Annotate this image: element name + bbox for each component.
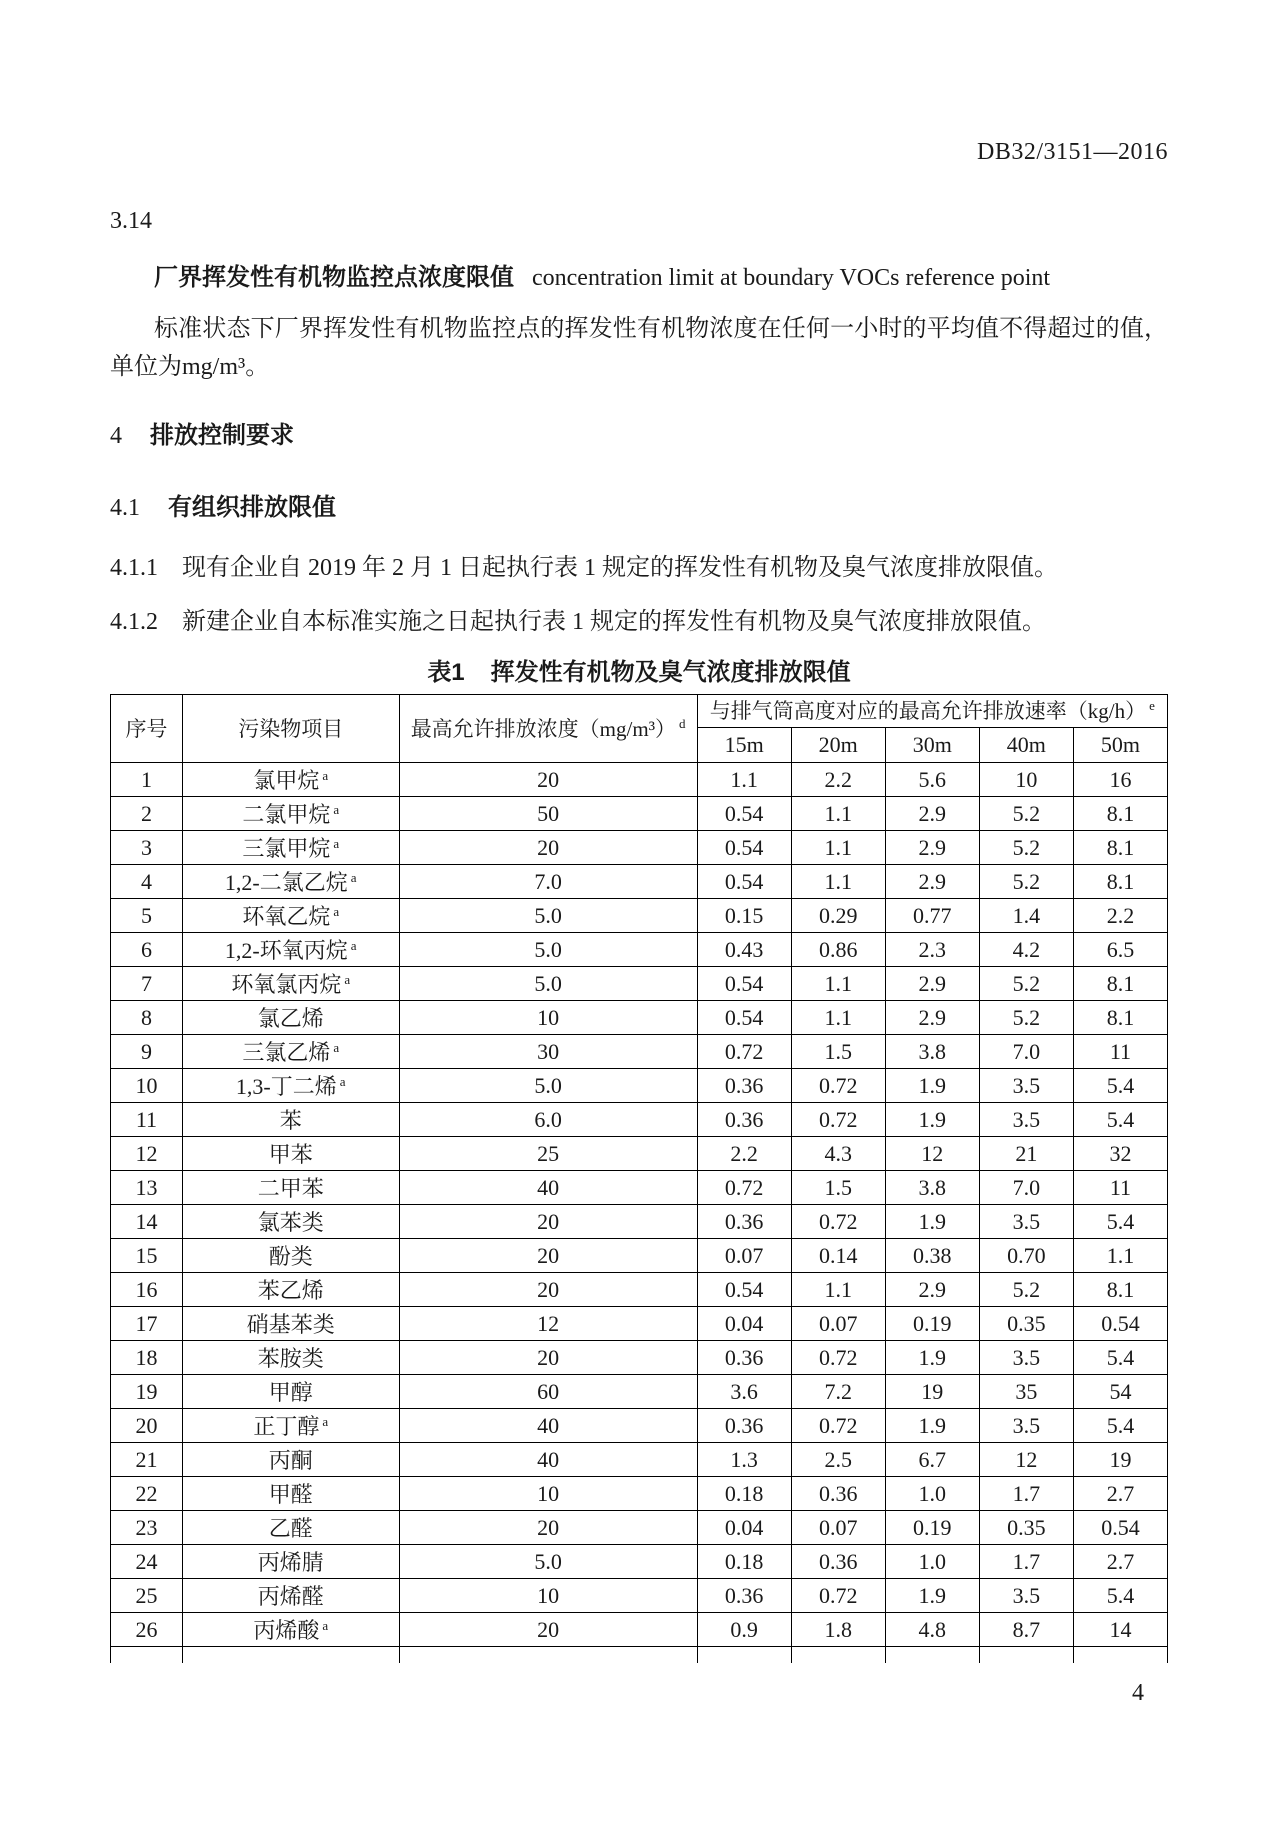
- rate-30m-cell: 2.9: [885, 831, 979, 865]
- rate-20m-cell: 1.1: [791, 1001, 885, 1035]
- pollutant-cell: 氯乙烯: [182, 1001, 399, 1035]
- pollutant-cell: 1,2-环氧丙烷 $^a$: [182, 933, 399, 967]
- concentration-cell: 5.0: [399, 899, 697, 933]
- rate-50m-cell: 8.1: [1073, 1273, 1167, 1307]
- rate-20m-cell: 1.1: [791, 797, 885, 831]
- rate-40m-cell: 3.5: [979, 1341, 1073, 1375]
- table-continuation-stub: [111, 1647, 1168, 1664]
- table-row: [111, 1511, 1168, 1545]
- concentration-cell: 5.0: [399, 1545, 697, 1579]
- table-row: [111, 933, 1168, 967]
- concentration-cell: 5.0: [399, 1069, 697, 1103]
- rate-30m-cell: 1.9: [885, 1103, 979, 1137]
- term-definition-line: [110, 262, 1168, 294]
- table-row: [111, 899, 1168, 933]
- rate-15m-cell: 0.72: [697, 1035, 791, 1069]
- pollutant-footnote-marker: a: [333, 1039, 340, 1055]
- heading-clause-4-1: [110, 492, 1168, 524]
- table-body: [111, 763, 1168, 1647]
- rate-50m-cell: 32: [1073, 1137, 1167, 1171]
- concentration-cell: 40: [399, 1171, 697, 1205]
- rate-40m-cell: 4.2: [979, 933, 1073, 967]
- rate-20m-cell: 1.1: [791, 831, 885, 865]
- rate-40m-cell: 3.5: [979, 1579, 1073, 1613]
- pollutant-cell: 二氯甲烷 $^a$: [182, 797, 399, 831]
- table-row: [111, 831, 1168, 865]
- rate-20m-cell: 0.07: [791, 1511, 885, 1545]
- rate-30m-cell: 5.6: [885, 763, 979, 797]
- header-concentration: 最高允许排放浓度（mg/m³） $^d$: [399, 695, 697, 763]
- row-no-cell: 24: [111, 1545, 183, 1579]
- row-no-cell: 23: [111, 1511, 183, 1545]
- rate-50m-cell: 14: [1073, 1613, 1167, 1647]
- doc-number: DB32/3151—2016: [976, 139, 1168, 165]
- row-no-cell: 8: [111, 1001, 183, 1035]
- rate-30m-cell: 0.77: [885, 899, 979, 933]
- rate-20m-cell: 0.07: [791, 1307, 885, 1341]
- rate-50m-cell: 16: [1073, 763, 1167, 797]
- concentration-cell: 12: [399, 1307, 697, 1341]
- rate-15m-cell: 0.36: [697, 1409, 791, 1443]
- rate-20m-cell: 0.72: [791, 1103, 885, 1137]
- pollutant-cell: 1,3-丁二烯 $^a$: [182, 1069, 399, 1103]
- rate-30m-cell: 2.3: [885, 933, 979, 967]
- rate-40m-cell: 35: [979, 1375, 1073, 1409]
- rate-40m-cell: 3.5: [979, 1069, 1073, 1103]
- pollutant-cell: 苯: [182, 1103, 399, 1137]
- clause-4-1-title: 有组织排放限值: [168, 494, 336, 521]
- rate-50m-cell: 19: [1073, 1443, 1167, 1477]
- rate-15m-cell: 0.04: [697, 1511, 791, 1545]
- table-header-row-1: [111, 695, 1168, 728]
- rate-40m-cell: 10: [979, 763, 1073, 797]
- rate-15m-cell: 0.54: [697, 1001, 791, 1035]
- rate-50m-cell: 11: [1073, 1035, 1167, 1069]
- row-no-cell: 14: [111, 1205, 183, 1239]
- rate-40m-cell: 12: [979, 1443, 1073, 1477]
- rate-15m-cell: 0.36: [697, 1579, 791, 1613]
- row-no-cell: 15: [111, 1239, 183, 1273]
- rate-40m-cell: 8.7: [979, 1613, 1073, 1647]
- rate-15m-cell: 1.3: [697, 1443, 791, 1477]
- concentration-cell: 5.0: [399, 933, 697, 967]
- row-no-cell: 22: [111, 1477, 183, 1511]
- rate-30m-cell: 6.7: [885, 1443, 979, 1477]
- concentration-cell: 5.0: [399, 967, 697, 1001]
- rate-15m-cell: 0.36: [697, 1103, 791, 1137]
- table-row: [111, 1477, 1168, 1511]
- pollutant-cell: 甲醛: [182, 1477, 399, 1511]
- rate-40m-cell: 1.7: [979, 1545, 1073, 1579]
- rate-30m-cell: 3.8: [885, 1035, 979, 1069]
- rate-20m-cell: 1.5: [791, 1035, 885, 1069]
- rate-40m-cell: 3.5: [979, 1409, 1073, 1443]
- pollutant-cell: 环氧氯丙烷 $^a$: [182, 967, 399, 1001]
- rate-40m-cell: 1.7: [979, 1477, 1073, 1511]
- concentration-cell: 20: [399, 1205, 697, 1239]
- rate-15m-cell: 0.18: [697, 1545, 791, 1579]
- term-english: concentration limit at boundary VOCs reference point: [532, 265, 1051, 291]
- rate-20m-cell: 0.72: [791, 1579, 885, 1613]
- rate-50m-cell: 11: [1073, 1171, 1167, 1205]
- continuation-row: [111, 1647, 1168, 1664]
- pollutant-cell: 1,2-二氯乙烷 $^a$: [182, 865, 399, 899]
- rate-30m-cell: 2.9: [885, 797, 979, 831]
- header-height-50m: 50m: [1073, 728, 1167, 763]
- rate-50m-cell: 0.54: [1073, 1307, 1167, 1341]
- header-height-20m: 20m: [791, 728, 885, 763]
- row-no-cell: 7: [111, 967, 183, 1001]
- rate-30m-cell: 0.19: [885, 1511, 979, 1545]
- pollutant-footnote-marker: a: [339, 1073, 346, 1089]
- pollutant-cell: 苯胺类: [182, 1341, 399, 1375]
- rate-50m-cell: 2.7: [1073, 1545, 1167, 1579]
- header-no: 序号: [111, 695, 183, 763]
- table-row: [111, 1239, 1168, 1273]
- concentration-cell: 20: [399, 1341, 697, 1375]
- pollutant-cell: 丙烯酸 $^a$: [182, 1613, 399, 1647]
- rate-20m-cell: 1.8: [791, 1613, 885, 1647]
- clause-4-title: 排放控制要求: [150, 422, 294, 449]
- table-row: [111, 1069, 1168, 1103]
- table-row: [111, 797, 1168, 831]
- term-definition-text: 标准状态下厂界挥发性有机物监控点的挥发性有机物浓度在任何一小时的平均值不得超过的值，单位为mg/m³。: [110, 316, 1168, 380]
- rate-40m-cell: 3.5: [979, 1103, 1073, 1137]
- concentration-cell: 50: [399, 797, 697, 831]
- rate-30m-cell: 2.9: [885, 1001, 979, 1035]
- rate-15m-cell: 0.43: [697, 933, 791, 967]
- header-height-30m: 30m: [885, 728, 979, 763]
- table-row: [111, 967, 1168, 1001]
- pollutant-footnote-marker: a: [333, 835, 340, 851]
- concentration-cell: 20: [399, 1613, 697, 1647]
- pollutant-cell: 丙酮: [182, 1443, 399, 1477]
- rate-20m-cell: 2.2: [791, 763, 885, 797]
- rate-30m-cell: 2.9: [885, 1273, 979, 1307]
- rate-20m-cell: 0.72: [791, 1341, 885, 1375]
- row-no-cell: 2: [111, 797, 183, 831]
- rate-20m-cell: 0.29: [791, 899, 885, 933]
- rate-20m-cell: 7.2: [791, 1375, 885, 1409]
- pollutant-cell: 环氧乙烷 $^a$: [182, 899, 399, 933]
- rate-15m-cell: 0.07: [697, 1239, 791, 1273]
- table-row: [111, 1307, 1168, 1341]
- rate-20m-cell: 0.72: [791, 1069, 885, 1103]
- table-row: [111, 1137, 1168, 1171]
- rate-40m-cell: 0.35: [979, 1307, 1073, 1341]
- rate-20m-cell: 4.3: [791, 1137, 885, 1171]
- paragraph-4-1-1: [110, 552, 1168, 584]
- rate-40m-cell: 0.70: [979, 1239, 1073, 1273]
- pollutant-footnote-marker: a: [344, 971, 351, 987]
- header-height-40m: 40m: [979, 728, 1073, 763]
- rate-30m-cell: 2.9: [885, 967, 979, 1001]
- rate-15m-cell: 0.9: [697, 1613, 791, 1647]
- table-row: [111, 1579, 1168, 1613]
- rate-20m-cell: 1.1: [791, 865, 885, 899]
- rate-20m-cell: 1.5: [791, 1171, 885, 1205]
- rate-40m-cell: 5.2: [979, 1273, 1073, 1307]
- rate-30m-cell: 12: [885, 1137, 979, 1171]
- row-no-cell: 6: [111, 933, 183, 967]
- rate-20m-cell: 1.1: [791, 1273, 885, 1307]
- rate-30m-cell: 1.9: [885, 1341, 979, 1375]
- pollutant-cell: 丙烯腈: [182, 1545, 399, 1579]
- row-no-cell: 25: [111, 1579, 183, 1613]
- concentration-cell: 10: [399, 1001, 697, 1035]
- rate-40m-cell: 5.2: [979, 831, 1073, 865]
- table-1-title: [110, 658, 1168, 688]
- rate-15m-cell: 0.72: [697, 1171, 791, 1205]
- pollutant-cell: 硝基苯类: [182, 1307, 399, 1341]
- pollutant-cell: 苯乙烯: [182, 1273, 399, 1307]
- row-no-cell: 10: [111, 1069, 183, 1103]
- heading-clause-4: [110, 420, 1168, 452]
- pollutant-cell: 甲苯: [182, 1137, 399, 1171]
- row-no-cell: 26: [111, 1613, 183, 1647]
- pollutant-footnote-marker: a: [322, 767, 329, 783]
- row-no-cell: 11: [111, 1103, 183, 1137]
- rate-30m-cell: 1.9: [885, 1069, 979, 1103]
- rate-50m-cell: 5.4: [1073, 1205, 1167, 1239]
- rate-40m-cell: 1.4: [979, 899, 1073, 933]
- rate-30m-cell: 1.9: [885, 1205, 979, 1239]
- header-rate-group-footnote: e: [1149, 698, 1155, 713]
- header-rate-group: 与排气筒高度对应的最高允许排放速率（kg/h） $^e$: [697, 695, 1167, 728]
- pollutant-footnote-marker: a: [350, 869, 357, 885]
- term-chinese: 厂界挥发性有机物监控点浓度限值: [154, 264, 514, 291]
- rate-15m-cell: 0.54: [697, 831, 791, 865]
- rate-50m-cell: 0.54: [1073, 1511, 1167, 1545]
- rate-50m-cell: 8.1: [1073, 1001, 1167, 1035]
- rate-15m-cell: 2.2: [697, 1137, 791, 1171]
- rate-50m-cell: 2.2: [1073, 899, 1167, 933]
- table-row: [111, 1205, 1168, 1239]
- row-no-cell: 13: [111, 1171, 183, 1205]
- rate-40m-cell: 5.2: [979, 967, 1073, 1001]
- table-row: [111, 1375, 1168, 1409]
- table-1-label: 表1: [427, 659, 465, 686]
- rate-15m-cell: 0.15: [697, 899, 791, 933]
- concentration-cell: 20: [399, 763, 697, 797]
- pollutant-cell: 氯苯类: [182, 1205, 399, 1239]
- rate-15m-cell: 0.36: [697, 1341, 791, 1375]
- pollutant-footnote-marker: a: [333, 801, 340, 817]
- rate-40m-cell: 3.5: [979, 1205, 1073, 1239]
- table-row: [111, 1001, 1168, 1035]
- pollutant-cell: 酚类: [182, 1239, 399, 1273]
- clause-4-1-1-number: 4.1.1: [110, 555, 158, 581]
- rate-20m-cell: 1.1: [791, 967, 885, 1001]
- rate-50m-cell: 8.1: [1073, 797, 1167, 831]
- rate-30m-cell: 1.9: [885, 1579, 979, 1613]
- table-row: [111, 1341, 1168, 1375]
- rate-50m-cell: 1.1: [1073, 1239, 1167, 1273]
- clause-4-number: 4: [110, 423, 122, 449]
- rate-20m-cell: 0.36: [791, 1477, 885, 1511]
- rate-30m-cell: 0.19: [885, 1307, 979, 1341]
- table-row: [111, 1103, 1168, 1137]
- rate-20m-cell: 0.72: [791, 1205, 885, 1239]
- rate-40m-cell: 0.35: [979, 1511, 1073, 1545]
- rate-15m-cell: 0.18: [697, 1477, 791, 1511]
- rate-15m-cell: 0.04: [697, 1307, 791, 1341]
- row-no-cell: 19: [111, 1375, 183, 1409]
- concentration-cell: 7.0: [399, 865, 697, 899]
- pollutant-footnote-marker: a: [322, 1617, 329, 1633]
- rate-15m-cell: 0.54: [697, 1273, 791, 1307]
- rate-20m-cell: 0.36: [791, 1545, 885, 1579]
- concentration-cell: 25: [399, 1137, 697, 1171]
- table-row: [111, 1443, 1168, 1477]
- pollutant-cell: 氯甲烷 $^a$: [182, 763, 399, 797]
- concentration-cell: 60: [399, 1375, 697, 1409]
- rate-15m-cell: 0.36: [697, 1069, 791, 1103]
- rate-15m-cell: 1.1: [697, 763, 791, 797]
- pollutant-cell: 二甲苯: [182, 1171, 399, 1205]
- rate-15m-cell: 0.54: [697, 797, 791, 831]
- pollutant-footnote-marker: a: [322, 1413, 329, 1429]
- row-no-cell: 20: [111, 1409, 183, 1443]
- rate-15m-cell: 0.36: [697, 1205, 791, 1239]
- concentration-cell: 20: [399, 831, 697, 865]
- page-number: 4: [1132, 1680, 1144, 1706]
- rate-30m-cell: 2.9: [885, 865, 979, 899]
- row-no-cell: 21: [111, 1443, 183, 1477]
- pollutant-cell: 三氯乙烯 $^a$: [182, 1035, 399, 1069]
- rate-40m-cell: 5.2: [979, 797, 1073, 831]
- concentration-cell: 6.0: [399, 1103, 697, 1137]
- rate-30m-cell: 19: [885, 1375, 979, 1409]
- pollutant-cell: 甲醇: [182, 1375, 399, 1409]
- row-no-cell: 1: [111, 763, 183, 797]
- rate-15m-cell: 0.54: [697, 967, 791, 1001]
- table-1-caption: 挥发性有机物及臭气浓度排放限值: [490, 659, 851, 686]
- table-row: [111, 1035, 1168, 1069]
- row-no-cell: 9: [111, 1035, 183, 1069]
- header-pollutant: 污染物项目: [182, 695, 399, 763]
- row-no-cell: 4: [111, 865, 183, 899]
- rate-40m-cell: 7.0: [979, 1171, 1073, 1205]
- pollutant-cell: 三氯甲烷 $^a$: [182, 831, 399, 865]
- rate-50m-cell: 54: [1073, 1375, 1167, 1409]
- clause-4-1-2-number: 4.1.2: [110, 609, 158, 635]
- clause-4-1-1-text: 现有企业自 2019 年 2 月 1 日起执行表 1 规定的挥发性有机物及臭气浓度排放限值。: [182, 555, 1058, 581]
- rate-50m-cell: 5.4: [1073, 1579, 1167, 1613]
- rate-20m-cell: 0.72: [791, 1409, 885, 1443]
- row-no-cell: 3: [111, 831, 183, 865]
- clause-4-1-2-text: 新建企业自本标准实施之日起执行表 1 规定的挥发性有机物及臭气浓度排放限值。: [182, 609, 1046, 635]
- pollutant-footnote-marker: a: [350, 937, 357, 953]
- row-no-cell: 5: [111, 899, 183, 933]
- table-row: [111, 1545, 1168, 1579]
- rate-50m-cell: 8.1: [1073, 967, 1167, 1001]
- rate-50m-cell: 6.5: [1073, 933, 1167, 967]
- rate-15m-cell: 0.54: [697, 865, 791, 899]
- concentration-cell: 20: [399, 1273, 697, 1307]
- table-row: [111, 1273, 1168, 1307]
- rate-30m-cell: 3.8: [885, 1171, 979, 1205]
- clause-3-14-number: 3.14: [110, 208, 152, 234]
- clause-4-1-number: 4.1: [110, 495, 140, 521]
- table-row: [111, 1171, 1168, 1205]
- rate-50m-cell: 5.4: [1073, 1069, 1167, 1103]
- rate-20m-cell: 0.86: [791, 933, 885, 967]
- emission-limits-table: [110, 694, 1168, 1663]
- rate-50m-cell: 5.4: [1073, 1409, 1167, 1443]
- rate-30m-cell: 1.9: [885, 1409, 979, 1443]
- pollutant-cell: 丙烯醛: [182, 1579, 399, 1613]
- concentration-cell: 30: [399, 1035, 697, 1069]
- concentration-cell: 20: [399, 1511, 697, 1545]
- row-no-cell: 16: [111, 1273, 183, 1307]
- rate-50m-cell: 5.4: [1073, 1103, 1167, 1137]
- table-row: [111, 763, 1168, 797]
- rate-30m-cell: 0.38: [885, 1239, 979, 1273]
- concentration-cell: 40: [399, 1409, 697, 1443]
- rate-20m-cell: 0.14: [791, 1239, 885, 1273]
- table-row: [111, 865, 1168, 899]
- concentration-cell: 40: [399, 1443, 697, 1477]
- concentration-cell: 10: [399, 1477, 697, 1511]
- rate-30m-cell: 1.0: [885, 1545, 979, 1579]
- rate-50m-cell: 5.4: [1073, 1341, 1167, 1375]
- pollutant-footnote-marker: a: [333, 903, 340, 919]
- rate-20m-cell: 2.5: [791, 1443, 885, 1477]
- paragraph-4-1-2: [110, 606, 1168, 638]
- row-no-cell: 12: [111, 1137, 183, 1171]
- table-row: [111, 1409, 1168, 1443]
- rate-30m-cell: 1.0: [885, 1477, 979, 1511]
- header-height-15m: 15m: [697, 728, 791, 763]
- rate-40m-cell: 7.0: [979, 1035, 1073, 1069]
- rate-40m-cell: 5.2: [979, 1001, 1073, 1035]
- header-concentration-footnote: d: [679, 715, 686, 731]
- pollutant-cell: 正丁醇 $^a$: [182, 1409, 399, 1443]
- rate-40m-cell: 21: [979, 1137, 1073, 1171]
- rate-50m-cell: 8.1: [1073, 865, 1167, 899]
- pollutant-cell: 乙醛: [182, 1511, 399, 1545]
- concentration-cell: 20: [399, 1239, 697, 1273]
- rate-50m-cell: 2.7: [1073, 1477, 1167, 1511]
- rate-50m-cell: 8.1: [1073, 831, 1167, 865]
- rate-15m-cell: 3.6: [697, 1375, 791, 1409]
- concentration-cell: 10: [399, 1579, 697, 1613]
- table-row: [111, 1613, 1168, 1647]
- row-no-cell: 18: [111, 1341, 183, 1375]
- row-no-cell: 17: [111, 1307, 183, 1341]
- rate-40m-cell: 5.2: [979, 865, 1073, 899]
- rate-30m-cell: 4.8: [885, 1613, 979, 1647]
